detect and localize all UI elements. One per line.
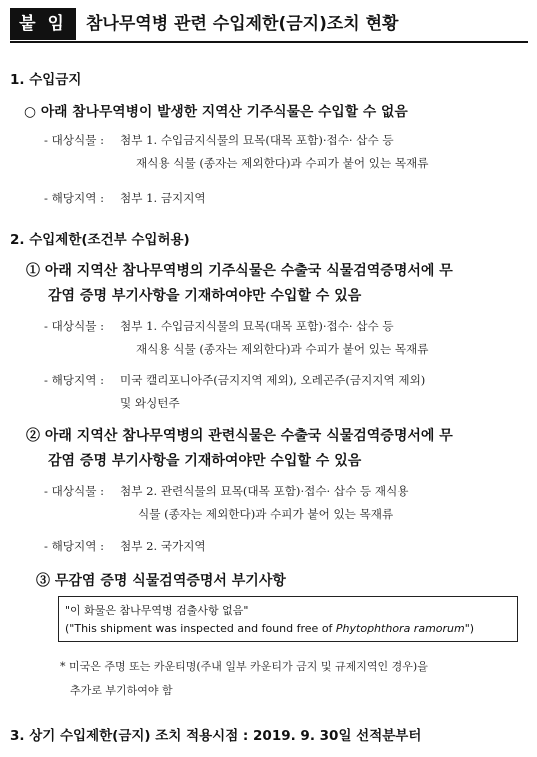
section-1-statement: ○ 아래 참나무역병이 발생한 지역산 기주식물은 수입할 수 없음 (24, 104, 408, 120)
document-header (10, 8, 528, 42)
section-2-clause-2-line1: ② 아래 지역산 참나무역병의 관련식물은 수출국 식물검역증명서에 무 (26, 428, 453, 444)
clause-1-target-line2: 재식용 식물 (종자는 제외한다)과 수피가 붙어 있는 목재류 (136, 342, 429, 356)
clause-1-target-line1: 첨부 1. 수입금지식물의 묘목(대목 포함)·접수· 삽수 등 (120, 319, 394, 333)
section-2-clause-3-heading: ③ 무감염 증명 식물검역증명서 부기사항 (36, 573, 286, 589)
section-3-heading: 3. 상기 수입제한(금지) 조치 적용시점 : 2019. 9. 30일 선적분부터 (10, 728, 422, 744)
us-note-line2: 추가로 부기하여야 함 (70, 684, 173, 697)
notation-korean: "이 화물은 참나무역병 검출사항 없음" (65, 604, 249, 617)
clause-2-region-label: - 해당지역 : (44, 539, 104, 553)
clause-2-target-line1: 첨부 2. 관련식물의 묘목(대목 포함)·접수· 삽수 등 재식용 (120, 484, 409, 498)
document-title: 참나무역병 관련 수입제한(금지)조치 현황 (86, 14, 399, 34)
us-note-line1: * 미국은 주명 또는 카운티명(주내 일부 카운티가 금지 및 규제지역인 경우)을 (60, 660, 428, 673)
section-1-region-value: 첨부 1. 금지지역 (120, 191, 206, 205)
section-1-region-label: - 해당지역 : (44, 191, 104, 205)
clause-1-region-line2: 및 와싱턴주 (120, 396, 180, 410)
section-1-target-line2: 재식용 식물 (종자는 제외한다)과 수피가 붙어 있는 목재류 (136, 156, 429, 170)
section-1-target-label: - 대상식물 : (44, 133, 104, 147)
section-1-target-line1: 첨부 1. 수입금지식물의 묘목(대목 포함)·접수· 삽수 등 (120, 133, 394, 147)
notation-english-post: ") (464, 622, 475, 635)
header-rule (10, 41, 528, 43)
section-2-clause-1-line1: ① 아래 지역산 참나무역병의 기주식물은 수출국 식물검역증명서에 무 (26, 263, 453, 279)
section-2-clause-2-line2: 감염 증명 부기사항을 기재하여야만 수입할 수 있음 (48, 453, 362, 469)
notation-english-species: Phytophthora ramorum (335, 622, 465, 635)
clause-2-region-value: 첨부 2. 국가지역 (120, 539, 206, 553)
notation-english (65, 622, 474, 635)
clause-1-region-line1: 미국 캘리포니아주(금지지역 제외), 오레곤주(금지지역 제외) (120, 373, 426, 387)
attachment-badge: 붙 임 (10, 8, 76, 40)
clause-2-target-label: - 대상식물 : (44, 484, 104, 498)
section-1-heading: 1. 수입금지 (10, 72, 82, 88)
section-2-clause-1-line2: 감염 증명 부기사항을 기재하여야만 수입할 수 있음 (48, 288, 362, 304)
clause-1-region-label: - 해당지역 : (44, 373, 104, 387)
notation-english-pre: ("This shipment was inspected and found free of (65, 622, 336, 635)
certificate-notation-box (58, 596, 518, 642)
clause-2-target-line2: 식물 (종자는 제외한다)과 수피가 붙어 있는 목재류 (138, 507, 394, 521)
section-2-heading: 2. 수입제한(조건부 수입허용) (10, 232, 190, 248)
clause-1-target-label: - 대상식물 : (44, 319, 104, 333)
